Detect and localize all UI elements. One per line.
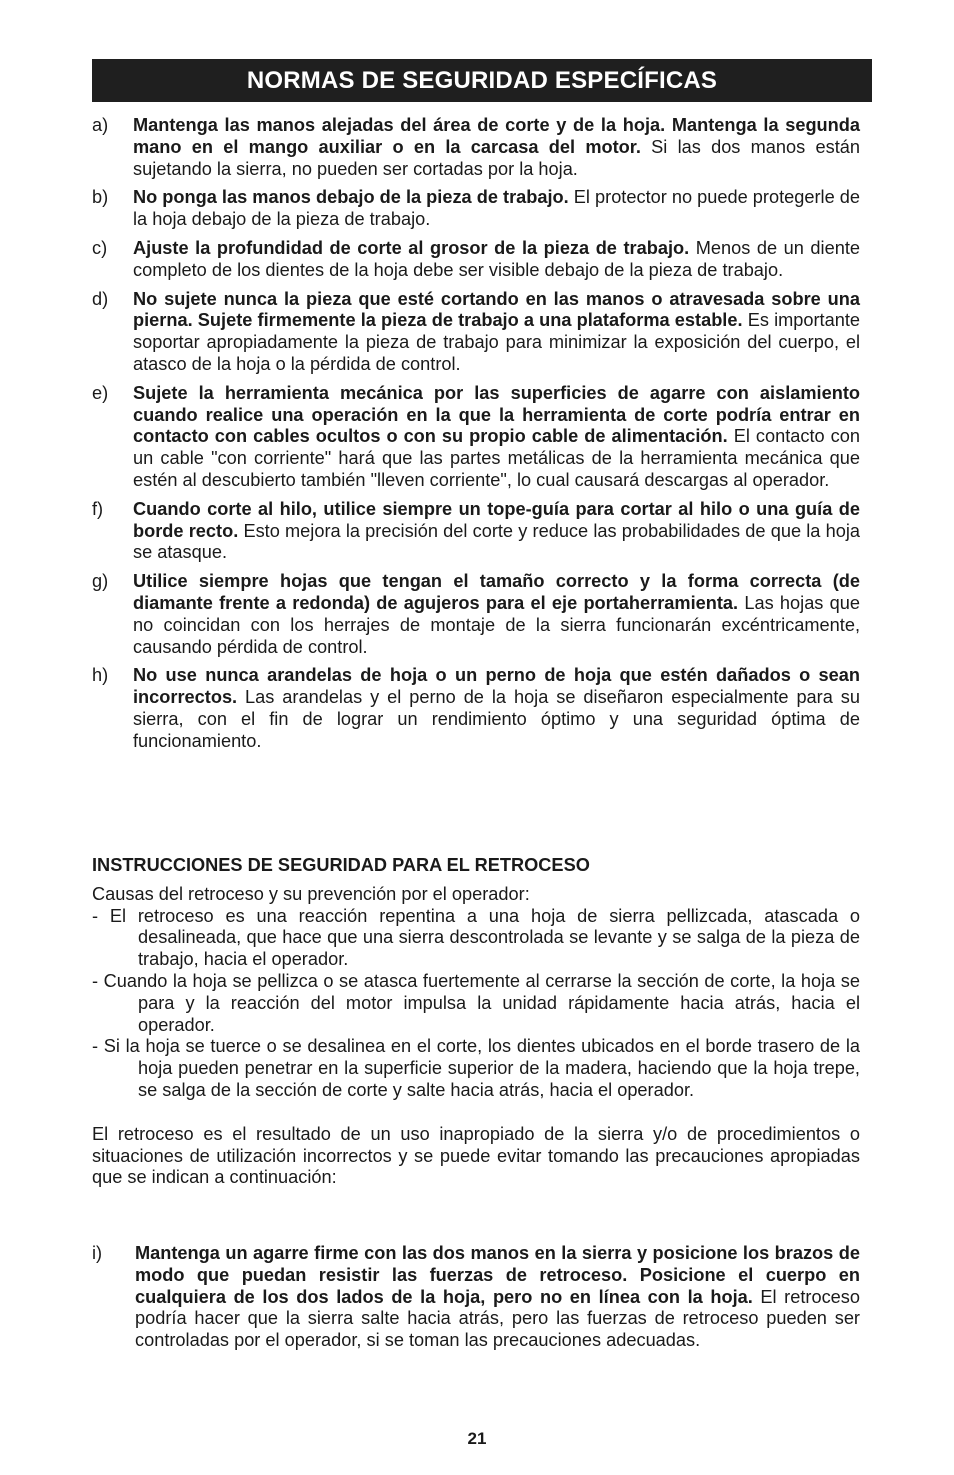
item-bold-text: No sujete nunca la pieza que esté cortando en las manos o atravesada sobre una pierna. Sujete firmemente la pieza de trabajo a una plataforma estable. [133, 288, 860, 331]
item-letter: d) [92, 288, 109, 309]
section-heading: INSTRUCCIONES DE SEGURIDAD PARA EL RETROCESO [92, 855, 590, 875]
item-letter: i) [92, 1243, 103, 1263]
item-text [133, 289, 860, 376]
item-body-text: Esto mejora la precisión del corte y reduce las probabilidades de que la hoja se atasque. [133, 520, 860, 563]
list-item [92, 499, 860, 564]
item-bold-text: Ajuste la profundidad de corte al grosor de la pieza de trabajo. [133, 237, 690, 258]
item-letter: h) [92, 665, 109, 686]
list-item [92, 383, 860, 492]
item-text [133, 499, 860, 564]
item-text [133, 187, 860, 231]
kickback-cause: - Cuando la hoja se pellizca o se atasca fuertemente al cerrarse la sección de corte, la hoja se para y la reacción del motor impulsa la unidad rápidamente hacia atrás, hacia el operador. [92, 970, 860, 1035]
item-bold-text: Utilice siempre hojas que tengan el tamaño correcto y la forma correcta (de diamante frente a redonda) de agujeros para el eje portaherramienta. [133, 571, 860, 613]
item-text [133, 238, 860, 282]
item-body-text: Si las dos manos están sujetando la sierra, no pueden ser cortadas por la hoja. [133, 136, 860, 179]
item-body-text: El retroceso podría hacer que la sierra salte hacia atrás, pero las fuerzas de retroceso pueden ser controladas por el operador, si se toman las precauciones adecuadas. [135, 1286, 860, 1351]
kickback-section [92, 855, 860, 1189]
item-letter: f) [92, 498, 104, 519]
list-item [92, 238, 860, 282]
item-bold-text: Sujete la herramienta mecánica por las superficies de agarre con aislamiento cuando realice una operación en la que la herramienta de corte podría entrar en contacto con cables ocultos o con su propio cable de alimentación. [133, 382, 860, 447]
item-letter: b) [92, 187, 109, 208]
item-text [133, 571, 860, 658]
item-body-text: Es importante soportar apropiadamente la pieza de trabajo para minimizar la exposición del cuerpo, el atasco de la hoja o la pérdida de control. [133, 310, 861, 374]
item-body-text: Las hojas que no coincidan con los herrajes de montaje de la sierra funcionarán excéntricamente, causando pérdida de control. [133, 592, 860, 657]
item-body-text: El contacto con un cable "con corriente" hará que las partes metálicas de la herramienta mecánica que estén al descubierto también "lleven corriente", lo cual causará descargas al operador. [133, 426, 860, 490]
safety-rules-list [92, 115, 860, 760]
item-bold-text: Mantenga un agarre firme con las dos manos en la sierra y posicione los brazos de modo que puedan resistir las fuerzas de retroceso. Posicione el cuerpo en cualquiera de los dos lados de la hoja, pero no en línea con la hoja. [135, 1243, 860, 1307]
item-letter: a) [92, 115, 109, 135]
item-text [133, 665, 860, 752]
list-item [92, 571, 860, 658]
kickback-cause: - Si la hoja se tuerce o se desalinea en el corte, los dientes ubicados en el borde trasero de la hoja pueden penetrar en la superficie superior de la madera, haciendo que la hoja trepe, se salga de la sección de corte y salte hacia atrás, hacia el operador. [92, 1036, 860, 1100]
list-item [92, 289, 860, 376]
list-item [92, 187, 860, 231]
kickback-rules-list [92, 1243, 860, 1359]
item-bold-text: No use nunca arandelas de hoja o un perno de hoja que estén dañados o sean incorrectos. [133, 665, 860, 708]
item-letter: g) [92, 571, 109, 592]
kickback-intro: Causas del retroceso y su prevención por el operador: [92, 883, 530, 904]
item-text [133, 115, 860, 180]
item-text [133, 383, 860, 492]
list-item [92, 1243, 860, 1352]
item-text [135, 1243, 860, 1352]
kickback-cause: - El retroceso es una reacción repentina a una hoja de sierra pellizcada, atascada o desalineada, que hace que una sierra descontrolada se levante y se salga de la pieza de trabajo, hacia el operador. [92, 905, 860, 970]
item-body-text: Las arandelas y el perno de la hoja se diseñaron especialmente para su sierra, con el fin de lograr un rendimiento óptimo y una seguridad óptima de funcionamiento. [133, 687, 860, 751]
page-number: 21 [467, 1429, 487, 1448]
kickback-paragraph: El retroceso es el resultado de un uso inapropiado de la sierra y/o de procedimientos o situaciones de utilización incorrectos y se puede evitar tomando las precauciones apropiadas que se indican a continuación: [92, 1123, 860, 1188]
item-body-text: Menos de un diente completo de los dientes de la hoja debe ser visible debajo de la pieza de trabajo. [133, 237, 860, 280]
item-letter: c) [92, 237, 108, 258]
item-bold-text: No ponga las manos debajo de la pieza de trabajo. [133, 187, 569, 208]
section-title-bar [92, 59, 872, 102]
item-letter: e) [92, 382, 109, 403]
item-bold-text: Mantenga las manos alejadas del área de corte y de la hoja. Mantenga la segunda mano en el mango auxiliar o en la carcasa del motor. [133, 115, 860, 157]
item-bold-text: Cuando corte al hilo, utilice siempre un tope-guía para cortar al hilo o una guía de borde recto. [133, 498, 860, 541]
page-title: NORMAS DE SEGURIDAD ESPECÍFICAS [246, 66, 718, 94]
list-item [92, 115, 860, 180]
item-body-text: El protector no puede protegerle de la hoja debajo de la pieza de trabajo. [133, 187, 860, 230]
list-item [92, 665, 860, 752]
